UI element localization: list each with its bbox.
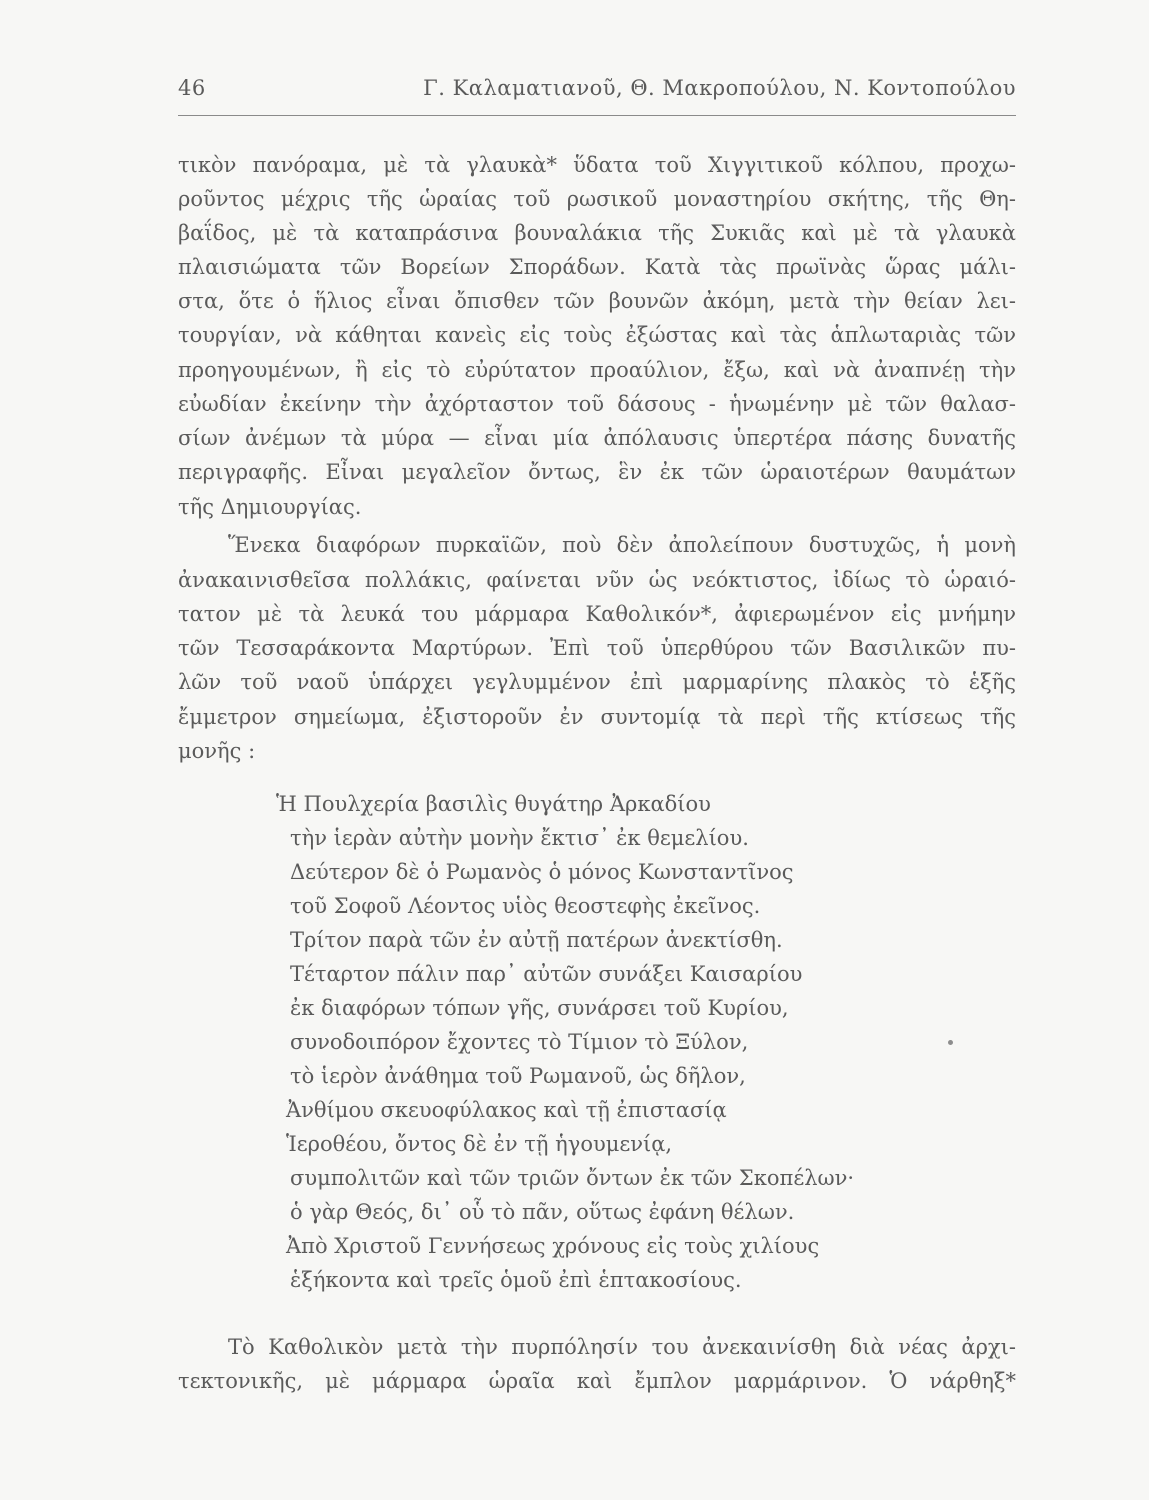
text-line: τῶν Τεσσαράκοντα Μαρτύρων. Ἐπὶ τοῦ ὑπερθύρου τῶν Βασιλικῶν πυ- (178, 636, 1016, 660)
text-line: τικὸν πανόραμα, μὲ τὰ γλαυκὰ* ὕδατα τοῦ Χιγγιτικοῦ κόλπου, προχω- (178, 153, 1016, 177)
text-line: μονῆς : (178, 739, 256, 763)
verse-line: Ἀπὸ Χριστοῦ Γεννήσεως χρόνους εἰς τοὺς χιλίους (286, 1234, 820, 1258)
text-line: ἔμμετρον σημείωμα, ἐξιστοροῦν ἐν συντομίᾳ τὰ περὶ τῆς κτίσεως τῆς (178, 705, 1016, 729)
verse-line: τὴν ἱερὰν αὐτὴν μονὴν ἔκτισ᾽ ἐκ θεμελίου. (290, 826, 749, 850)
text-line: πλαισιώματα τῶν Βορείων Σποράδων. Κατὰ τὰς πρωϊνὰς ὥρας μάλι- (178, 255, 1016, 279)
text-line: Ἕνεκα διαφόρων πυρκαϊῶν, ποὺ δὲν ἀπολείπουν δυστυχῶς, ἡ μονὴ (228, 533, 1016, 557)
text-line: Τὸ Καθολικὸν μετὰ τὴν πυρπόλησίν του ἀνεκαινίσθη διὰ νέας ἀρχι- (228, 1335, 1016, 1359)
verse-line: Δεύτερον δὲ ὁ Ρωμανὸς ὁ μόνος Κωνσταντῖνος (290, 860, 794, 884)
verse-line: Ἱεροθέου, ὄντος δὲ ἐν τῇ ἡγουμενίᾳ, (286, 1132, 673, 1156)
verse-line: Ἡ Πουλχερία βασιλὶς θυγάτηρ Ἀρκαδίου (276, 792, 711, 816)
header-rule (178, 115, 1016, 116)
page-number: 46 (178, 76, 206, 100)
text-line: ροῦντος μέχρις τῆς ὡραίας τοῦ ρωσικοῦ μοναστηρίου σκήτης, τῆς Θη- (178, 187, 1016, 211)
text-line: προηγουμένων, ἢ εἰς τὸ εὐρύτατον προαύλιον, ἔξω, καὶ νὰ ἀναπνέῃ τὴν (178, 358, 1016, 382)
verse-line: Τρίτον παρὰ τῶν ἐν αὐτῇ πατέρων ἀνεκτίσθη. (290, 928, 783, 952)
text-line: στα, ὅτε ὁ ἥλιος εἶναι ὄπισθεν τῶν βουνῶν ἀκόμη, μετὰ τὴν θείαν λει- (178, 289, 1016, 313)
verse-line: ὁ γὰρ Θεός, δι᾽ οὗ τὸ πᾶν, οὕτως ἐφάνη θέλων. (290, 1200, 795, 1224)
running-header (178, 76, 1016, 100)
text-line: τατον μὲ τὰ λευκά του μάρμαρα Καθολικόν*, ἀφιερωμένον εἰς μνήμην (178, 602, 1016, 626)
scan-speck (948, 1040, 953, 1045)
verse-line: ἑξήκοντα καὶ τρεῖς ὁμοῦ ἐπὶ ἑπτακοσίους. (290, 1268, 742, 1292)
verse-line: ἐκ διαφόρων τόπων γῆς, συνάρσει τοῦ Κυρίου, (290, 996, 789, 1020)
running-title: Γ. Καλαματιανοῦ, Θ. Μακροπούλου, Ν. Κοντοπούλου (423, 76, 1016, 100)
verse-line: τοῦ Σοφοῦ Λέοντος υἱὸς θεοστεφὴς ἐκεῖνος. (290, 894, 761, 918)
text-line: λῶν τοῦ ναοῦ ὑπάρχει γεγλυμμένον ἐπὶ μαρμαρίνης πλακὸς τὸ ἑξῆς (178, 670, 1016, 694)
text-line: ἀνακαινισθεῖσα πολλάκις, φαίνεται νῦν ὡς νεόκτιστος, ἰδίως τὸ ὡραιό- (178, 568, 1016, 592)
text-line: τουργίαν, νὰ κάθηται κανεὶς εἰς τοὺς ἐξώστας καὶ τὰς ἁπλωταριὰς τῶν (178, 323, 1016, 347)
verse-line: τὸ ἱερὸν ἀνάθημα τοῦ Ρωμανοῦ, ὡς δῆλον, (290, 1064, 746, 1088)
text-line: τῆς Δημιουργίας. (178, 495, 362, 519)
text-line: τεκτονικῆς, μὲ μάρμαρα ὡραῖα καὶ ἔμπλον μαρμάρινον. Ὁ νάρθηξ* (178, 1369, 1016, 1393)
text-line: σίων ἀνέμων τὰ μύρα — εἶναι μία ἀπόλαυσις ὑπερτέρα πάσης δυνατῆς (178, 426, 1016, 450)
verse-line: Τέταρτον πάλιν παρ᾽ αὐτῶν συνάξει Καισαρίου (290, 962, 803, 986)
verse-line: Ἀνθίμου σκευοφύλακος καὶ τῇ ἐπιστασίᾳ (286, 1098, 727, 1122)
text-line: εὐωδίαν ἐκείνην τὴν ἀχόρταστον τοῦ δάσους - ἡνωμένην μὲ τῶν θαλασ- (178, 392, 1016, 416)
verse-line: συνοδοιπόρον ἔχοντες τὸ Τίμιον τὸ Ξύλον, (290, 1030, 749, 1054)
text-line: περιγραφῆς. Εἶναι μεγαλεῖον ὄντως, ἓν ἐκ τῶν ὡραιοτέρων θαυμάτων (178, 460, 1016, 484)
text-line: βαΐδος, μὲ τὰ καταπράσινα βουναλάκια τῆς Συκιᾶς καὶ μὲ τὰ γλαυκὰ (178, 221, 1016, 245)
verse-line: συμπολιτῶν καὶ τῶν τριῶν ὄντων ἐκ τῶν Σκοπέλων· (290, 1166, 855, 1190)
